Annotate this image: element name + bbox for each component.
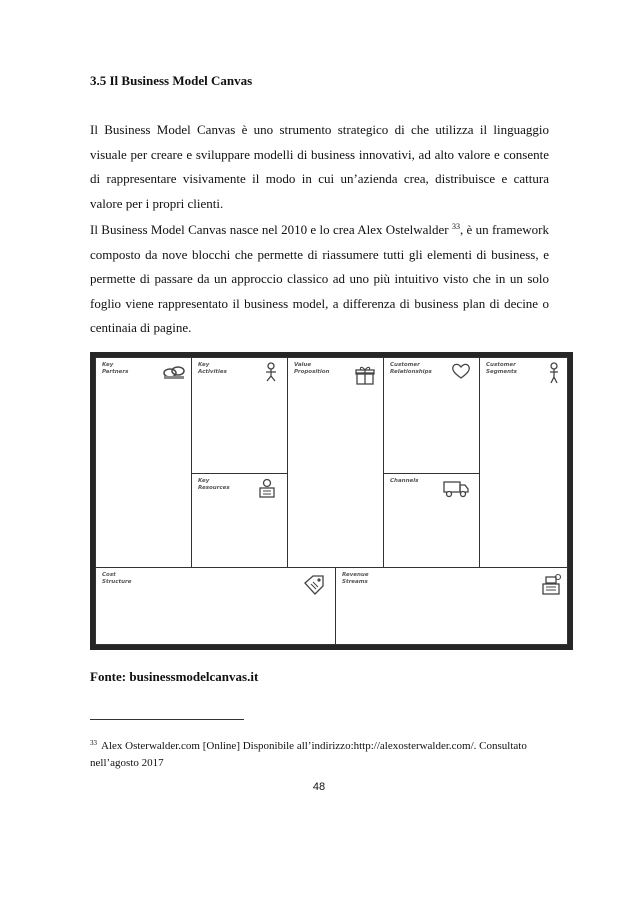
cell-key-resources bbox=[191, 473, 288, 568]
cell-key-activities bbox=[191, 357, 288, 474]
delivery-truck-icon bbox=[442, 478, 470, 498]
cell-customer-segments-label: Customer Segments bbox=[486, 362, 517, 375]
paragraph-history-start: Il Business Model Canvas nasce nel 2010 e lo crea Alex Ostelwalder bbox=[90, 222, 452, 237]
cell-key-activities-label: Key Activities bbox=[198, 362, 227, 375]
paragraph-intro: Il Business Model Canvas è uno strumento strategico di che utilizza il linguaggio visuale per creare e sviluppare modelli di business innovativi, ad alto valore e consente di rappresentare visivamente il modo in cui un’azienda crea, distribuisce e cattura valore per i propri clienti. bbox=[90, 122, 549, 211]
footnote-divider bbox=[90, 719, 244, 720]
factory-worker-icon bbox=[256, 478, 278, 500]
paragraph-history-end: , è un framework composto da nove blocchi che permette di riassumere tutti gli elementi di business, e permette di passare da un approccio classico ad uno più intuitivo visto che in un solo foglio viene rappresentato il business model, a differenza di business plan di decine o centinaia di pagine. bbox=[90, 222, 549, 336]
section-heading: 3.5 Il Business Model Canvas bbox=[90, 73, 253, 88]
cell-cost-structure bbox=[95, 567, 336, 645]
footnote-number: 33 bbox=[90, 739, 97, 747]
heart-icon bbox=[452, 363, 470, 379]
cell-revenue-streams-label: Revenue Streams bbox=[342, 572, 369, 585]
paragraph-history bbox=[90, 218, 549, 341]
cell-value-proposition bbox=[287, 357, 384, 568]
cell-key-partners-label: Key Partners bbox=[102, 362, 129, 375]
person-icon bbox=[548, 362, 560, 384]
page-number: 48 bbox=[312, 781, 326, 793]
price-tag-icon bbox=[302, 574, 326, 596]
cell-customer-relationships-label: Customer Relationships bbox=[390, 362, 432, 375]
cash-register-icon bbox=[540, 573, 562, 597]
figure-source: Fonte: businessmodelcanvas.it bbox=[90, 669, 259, 684]
footnote-text: Alex Osterwalder.com [Online] Disponibile all’indirizzo:http://alexosterwalder.com/. Consultato nell’agosto 2017 bbox=[90, 740, 527, 769]
footnote bbox=[90, 738, 560, 772]
chain-link-icon bbox=[162, 363, 186, 381]
worker-icon bbox=[262, 362, 280, 382]
cell-value-proposition-label: Value Proposition bbox=[294, 362, 330, 375]
cell-key-resources-label: Key Resources bbox=[198, 478, 230, 491]
cell-cost-structure-label: Cost Structure bbox=[102, 572, 132, 585]
cell-customer-relationships bbox=[383, 357, 480, 474]
cell-customer-segments bbox=[479, 357, 568, 568]
cell-key-partners bbox=[95, 357, 192, 568]
cell-channels-label: Channels bbox=[390, 478, 419, 484]
cell-revenue-streams bbox=[335, 567, 568, 645]
footnote-reference: 33 bbox=[451, 222, 460, 231]
gift-icon bbox=[354, 366, 376, 386]
cell-channels bbox=[383, 473, 480, 568]
business-model-canvas-figure bbox=[90, 352, 573, 650]
